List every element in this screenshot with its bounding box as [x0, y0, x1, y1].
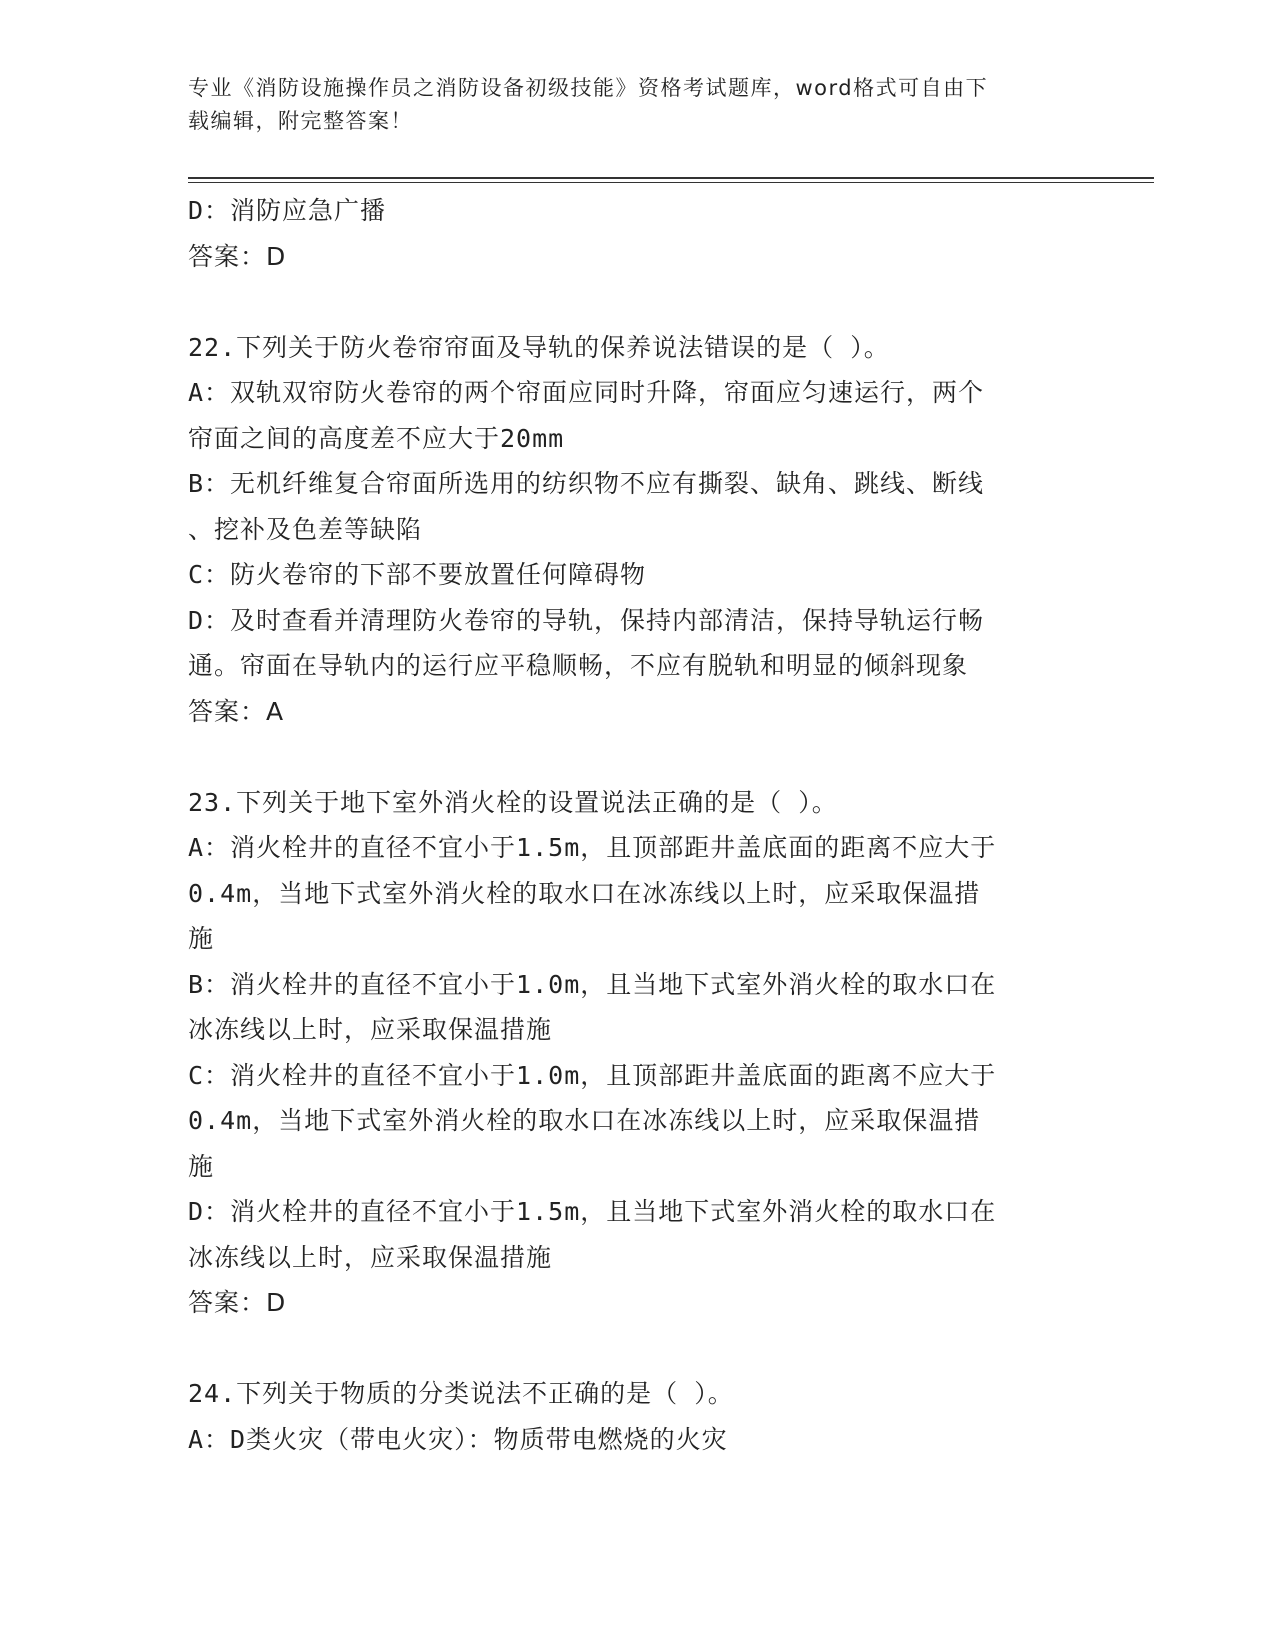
option-c-cont-2: 施 — [188, 1151, 215, 1181]
header-line-2: 载编辑，附完整答案！ — [188, 109, 413, 133]
answer: 答案：A — [188, 696, 285, 726]
question-title: 23.下列关于地下室外消火栓的设置说法正确的是（ ）。 — [188, 787, 838, 817]
option-a: A：消火栓井的直径不宜小于1.5m，且顶部距井盖底面的距离不应大于 — [188, 833, 997, 862]
option-c: C：消火栓井的直径不宜小于1.0m，且顶部距井盖底面的距离不应大于 — [188, 1060, 997, 1090]
option-a-cont: 帘面之间的高度差不应大于20mm — [188, 423, 565, 453]
option-d-cont: 通。帘面在导轨内的运行应平稳顺畅，不应有脱轨和明显的倾斜现象 — [188, 651, 969, 680]
header-divider-thick — [188, 177, 1154, 179]
option-d: D：消火栓井的直径不宜小于1.5m，且当地下式室外消火栓的取水口在 — [188, 1197, 997, 1226]
document-body — [188, 188, 1078, 1462]
option-b-cont: 、挖补及色差等缺陷 — [188, 514, 423, 544]
option-d-cont: 冰冻线以上时，应采取保温措施 — [188, 1242, 553, 1272]
option-b: B：无机纤维复合帘面所选用的纺织物不应有撕裂、缺角、跳线、断线 — [188, 469, 985, 498]
question-22 — [188, 325, 1078, 735]
question-23 — [188, 780, 1078, 1326]
option-c: C：防火卷帘的下部不要放置任何障碍物 — [188, 560, 647, 589]
answer: 答案：D — [188, 1288, 287, 1317]
option-a: A：双轨双帘防火卷帘的两个帘面应同时升降，帘面应匀速运行，两个 — [188, 378, 985, 407]
header-line-1: 专业《消防设施操作员之消防设备初级技能》资格考试题库，word格式可自由下 — [188, 76, 989, 100]
option-c-cont: 0.4m，当地下式室外消火栓的取水口在冰冻线以上时，应采取保温措 — [188, 1106, 981, 1135]
question-title: 24.下列关于物质的分类说法不正确的是（ ）。 — [188, 1379, 734, 1408]
option-a: A：D类火灾（带电火灾）：物质带电燃烧的火灾 — [188, 1424, 728, 1454]
option-b-cont: 冰冻线以上时，应采取保温措施 — [188, 1015, 553, 1044]
option-d: D：消防应急广播 — [188, 196, 387, 225]
option-b: B：消火栓井的直径不宜小于1.0m，且当地下式室外消火栓的取水口在 — [188, 969, 997, 999]
option-d: D：及时查看并清理防火卷帘的导轨，保持内部清洁，保持导轨运行畅 — [188, 605, 985, 635]
previous-question-tail — [188, 188, 1078, 279]
option-a-cont: 0.4m，当地下式室外消火栓的取水口在冰冻线以上时，应采取保温措 — [188, 878, 981, 908]
question-title: 22.下列关于防火卷帘帘面及导轨的保养说法错误的是（ ）。 — [188, 332, 890, 362]
spacer — [188, 279, 1078, 325]
option-a-cont-2: 施 — [188, 924, 215, 953]
spacer — [188, 734, 1078, 780]
header-divider-thin — [188, 182, 1154, 183]
question-24 — [188, 1371, 1078, 1462]
spacer — [188, 1326, 1078, 1372]
document-header — [188, 72, 1068, 138]
answer: 答案：D — [188, 241, 287, 271]
